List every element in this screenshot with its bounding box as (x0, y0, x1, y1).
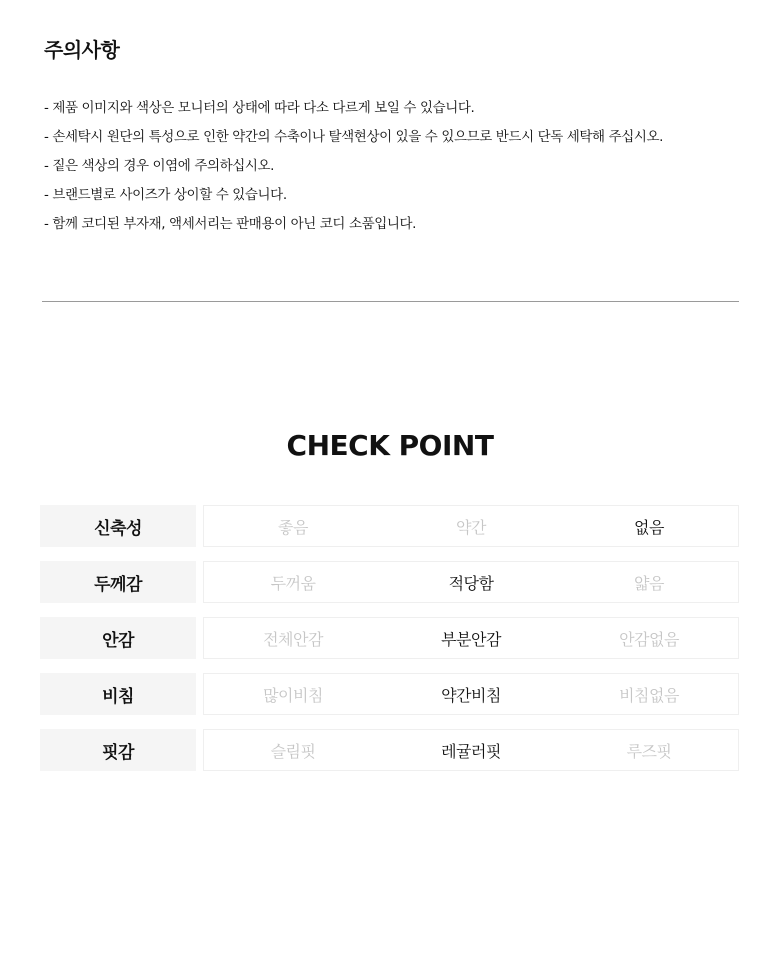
check-options (203, 561, 739, 603)
check-option: 없음 (634, 517, 664, 537)
check-options (203, 729, 739, 771)
check-row-fit (40, 729, 739, 771)
notice-item: - 손세탁시 원단의 특성으로 인한 약간의 수축이나 탈색현상이 있을 수 있으므로 반드시 단독 세탁해 주십시오. (44, 129, 664, 145)
check-option: 약간 (456, 517, 486, 537)
check-option: 많이비침 (263, 685, 323, 705)
check-point-table (40, 505, 739, 785)
check-row-elasticity (40, 505, 739, 547)
check-option: 안감없음 (619, 629, 679, 649)
check-row-sheerness (40, 673, 739, 715)
check-option: 부분안감 (441, 629, 501, 649)
check-option: 레귤러핏 (441, 741, 501, 761)
check-label: 신축성 (40, 505, 196, 547)
check-option: 좋음 (278, 517, 308, 537)
notice-item: - 함께 코디된 부자재, 액세서리는 판매용이 아닌 코디 소품입니다. (44, 216, 417, 232)
check-label: 비침 (40, 673, 196, 715)
check-option: 전체안감 (263, 629, 323, 649)
check-option: 얇음 (634, 573, 664, 593)
check-option: 두꺼움 (270, 573, 316, 593)
notice-item: - 브랜드별로 사이즈가 상이할 수 있습니다. (44, 187, 287, 203)
notice-list (44, 94, 744, 239)
check-options (203, 673, 739, 715)
check-options (203, 505, 739, 547)
check-option: 적당함 (448, 573, 494, 593)
check-option: 슬림핏 (270, 741, 316, 761)
section-divider (42, 301, 739, 302)
check-point-title: CHECK POINT (286, 429, 494, 463)
check-row-thickness (40, 561, 739, 603)
check-option: 루즈핏 (626, 741, 672, 761)
check-label: 핏감 (40, 729, 196, 771)
check-row-lining (40, 617, 739, 659)
check-option: 약간비침 (441, 685, 501, 705)
check-label: 안감 (40, 617, 196, 659)
notice-item: - 짙은 색상의 경우 이염에 주의하십시오. (44, 158, 275, 174)
notice-item: - 제품 이미지와 색상은 모니터의 상태에 따라 다소 다르게 보일 수 있습니다. (44, 100, 475, 116)
notice-title: 주의사항 (44, 38, 120, 62)
notice-section (44, 36, 744, 239)
check-label: 두께감 (40, 561, 196, 603)
check-options (203, 617, 739, 659)
check-option: 비침없음 (619, 685, 679, 705)
